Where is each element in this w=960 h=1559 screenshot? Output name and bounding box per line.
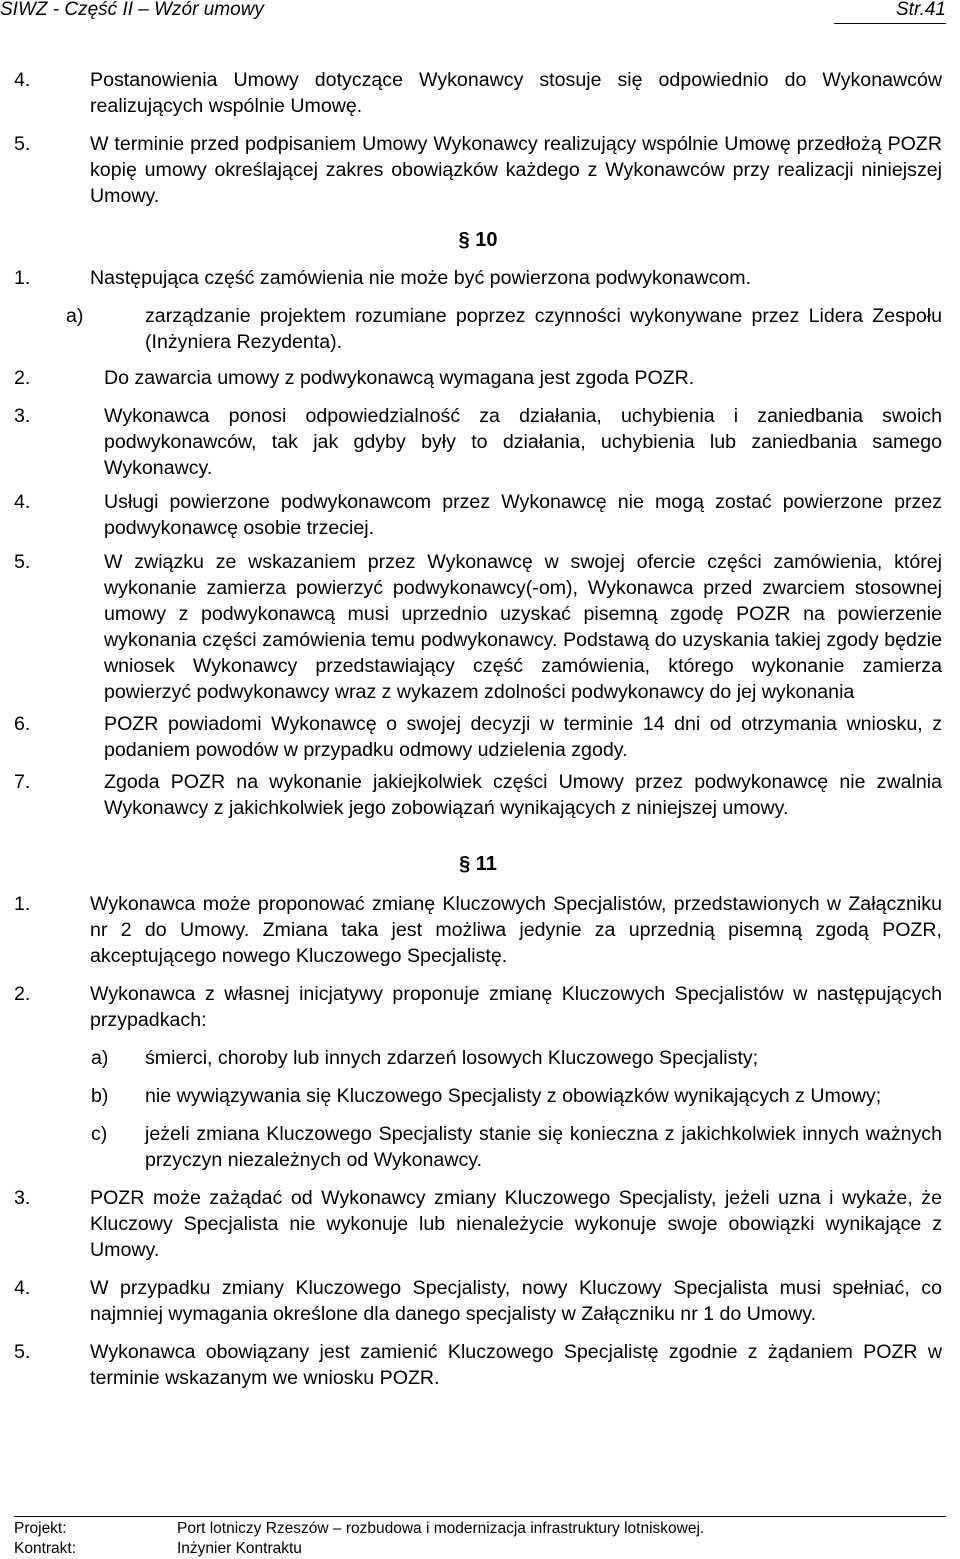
section-heading-10: § 10 [458,229,498,251]
footer-contract-value: Inżynier Kontraktu [177,1540,302,1557]
item-number: 2. [14,367,31,389]
document-body [14,67,942,1391]
item-number: 1. [14,267,31,289]
page-footer [14,1516,946,1559]
item-number: 4. [14,69,31,91]
section-heading-11: § 11 [459,853,497,875]
item-text: W przypadku zmiany Kluczowego Specjalisty, nowy Kluczowy Specjalista musi spełniać, co najmniej wymagania określone dla danego specjalisty w Załączniku nr 1 do Umowy. [90,1277,942,1325]
sub-item [14,1083,942,1109]
list-item [14,1275,942,1327]
page-header [0,0,960,26]
item-number: 5. [14,133,31,155]
list-item [14,769,942,821]
list-item [14,891,942,969]
footer-contract-label: Kontrakt: [14,1540,77,1557]
item-text: Usługi powierzone podwykonawcom przez Wykonawcę nie mogą zostać powierzone przez podwykonawcę osobie trzeciej. [104,491,942,539]
list-item [14,403,942,481]
document-title: SIWZ - Część II – Wzór umowy [0,0,264,20]
item-number: 7. [14,771,31,793]
item-text: Następująca część zamówienia nie może być powierzona podwykonawcom. [90,267,752,289]
item-number: 5. [14,1341,31,1363]
item-number: 5. [14,551,31,573]
list-item [14,131,942,209]
list-item [14,67,942,119]
item-number: 1. [14,893,31,915]
footer-project-label: Projekt: [14,1520,67,1537]
item-text: Wykonawca ponosi odpowiedzialność za działania, uchybienia i zaniedbania swoich podwykonawców, tak jak gdyby były to działania, uchybienia lub zaniedbania samego Wykonawcy. [104,405,942,479]
item-text: śmierci, choroby lub innych zdarzeń losowych Kluczowego Specjalisty; [145,1047,759,1069]
item-number: 6. [14,713,31,735]
item-text: Wykonawca z własnej inicjatywy proponuje zmianę Kluczowych Specjalistów w następujących przypadkach: [90,983,942,1031]
sub-item [14,1121,942,1173]
item-letter: c) [91,1123,108,1145]
item-text: Wykonawca może proponować zmianę Kluczowych Specjalistów, przedstawionych w Załączniku nr 2 do Umowy. Zmiana taka jest możliwa jedynie za uprzednią pisemną zgodą POZR, akceptującego nowego Kluczowego Specjalistę. [90,893,942,967]
item-text: Postanowienia Umowy dotyczące Wykonawcy stosuje się odpowiednio do Wykonawców realizujących wspólnie Umowę. [90,69,942,117]
page-number: Str.41 [896,0,946,20]
list-item [14,265,942,291]
list-item [14,1185,942,1263]
item-text: POZR powiadomi Wykonawcę o swojej decyzji w terminie 14 dni od otrzymania wniosku, z podaniem powodów w przypadku odmowy udzielenia zgody. [104,713,942,761]
list-item [14,489,942,541]
item-text: W związku ze wskazaniem przez Wykonawcę w swojej ofercie części zamówienia, której wykonanie zamierza powierzyć podwykonawcy(-om), Wykonawca przed zwarciem stosownej umowy z podwykonawcą musi uprzednio uzyskać pisemną zgodę POZR na powierzenie wykonania części zamówienia temu podwykonawcy. Podstawą do uzyskania takiej zgody będzie wniosek Wykonawcy przedstawiający część zamówienia, którego wykonanie zamierza powierzyć podwykonawcy wraz z wykazem zdolności podwykonawcy do jej wykonania [104,551,942,703]
item-number: 2. [14,983,31,1005]
list-item [14,981,942,1033]
item-number: 4. [14,491,31,513]
item-number: 4. [14,1277,31,1299]
item-text: zarządzanie projektem rozumiane poprzez czynności wykonywane przez Lidera Zespołu (Inżyniera Rezydenta). [145,305,942,353]
item-text: nie wywiązywania się Kluczowego Specjalisty z obowiązków wynikających z Umowy; [145,1085,882,1107]
item-text: Wykonawca obowiązany jest zamienić Kluczowego Specjalistę zgodnie z żądaniem POZR w terminie wskazanym we wniosku POZR. [90,1341,942,1389]
item-text: POZR może zażądać od Wykonawcy zmiany Kluczowego Specjalisty, jeżeli uzna i wykaże, że Kluczowy Specjalista nie wykonuje lub nienależycie wykonuje swoje obowiązki wynikające z Umowy. [90,1187,942,1261]
list-item [14,549,942,705]
sub-item [14,1045,942,1071]
item-text: Do zawarcia umowy z podwykonawcą wymagana jest zgoda POZR. [104,367,695,389]
header-rule [834,23,946,24]
item-text: jeżeli zmiana Kluczowego Specjalisty stanie się konieczna z jakichkolwiek innych ważnych przyczyn niezależnych od Wykonawcy. [145,1123,942,1171]
item-text: Zgoda POZR na wykonanie jakiejkolwiek części Umowy przez podwykonawcę nie zwalnia Wykonawcy z jakichkolwiek jego zobowiązań wynikających z niniejszej umowy. [104,771,942,819]
footer-project-value: Port lotniczy Rzeszów – rozbudowa i modernizacja infrastruktury lotniskowej. [177,1520,705,1537]
item-number: 3. [14,1187,31,1209]
item-letter: a) [91,1047,109,1069]
item-letter: a) [66,305,84,327]
item-text: W terminie przed podpisaniem Umowy Wykonawcy realizujący wspólnie Umowę przedłożą POZR kopię umowy określającej zakres obowiązków każdego z Wykonawców przy realizacji niniejszej Umowy. [90,133,942,207]
item-letter: b) [91,1085,109,1107]
sub-item [14,303,942,355]
list-item [14,365,942,391]
item-number: 3. [14,405,31,427]
list-item [14,1339,942,1391]
list-item [14,711,942,763]
